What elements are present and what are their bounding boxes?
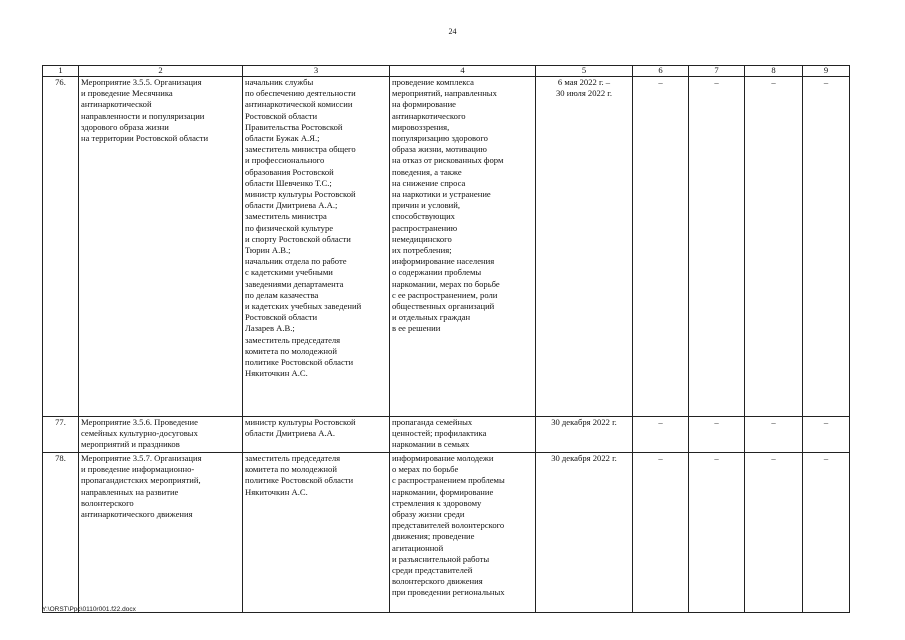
responsible-line: начальник отдела по работе	[245, 256, 347, 267]
responsible-line: образования Ростовской	[245, 166, 334, 177]
responsible-line: Правительства Ростовской	[245, 121, 343, 132]
column-header: 6	[633, 66, 689, 77]
responsible-line: области Дмитриева А.А.;	[245, 200, 338, 211]
responsible-line: по обеспечению деятельности	[245, 88, 356, 99]
result-line: наркомании, формирование	[392, 486, 494, 497]
result-line: о содержании проблемы	[392, 267, 482, 278]
date-line: 30 декабря 2022 г.	[551, 417, 617, 427]
responsible-line: начальник службы	[245, 77, 314, 87]
table-row	[43, 417, 850, 453]
date-cell	[536, 417, 633, 453]
column-header: 8	[745, 66, 803, 77]
event-line: Мероприятие 3.5.7. Организация	[81, 453, 202, 463]
result-cell	[390, 417, 536, 453]
result-line: их потребления;	[392, 245, 452, 256]
result-line: пропаганда семейных	[392, 417, 473, 427]
result-line: агитационной	[392, 542, 444, 553]
result-cell	[390, 453, 536, 613]
result-line: и отдельных граждан	[392, 312, 471, 323]
row-number: 78.	[43, 453, 79, 613]
column-number-row	[43, 66, 850, 77]
column-header: 4	[390, 66, 536, 77]
event-cell	[79, 417, 243, 453]
responsible-line: комитета по молодежной	[245, 345, 337, 356]
result-line: движения; проведение	[392, 531, 475, 542]
event-line: и проведение Месячника	[81, 88, 173, 99]
result-line: с распространением проблемы	[392, 475, 505, 486]
row-number: 77.	[43, 417, 79, 453]
funding-cell: –	[803, 77, 850, 417]
responsible-line: Някиточкин А.С.	[245, 486, 308, 497]
responsible-line: Тюрин А.В.;	[245, 245, 291, 256]
event-line: мероприятий и праздников	[81, 439, 180, 450]
result-line: мировоззрения,	[392, 121, 450, 132]
responsible-line: Ростовской области	[245, 312, 318, 323]
page-number: 24	[448, 27, 457, 36]
responsible-cell	[243, 77, 390, 417]
result-line: среди представителей	[392, 565, 473, 576]
responsible-line: Някиточкин А.С.	[245, 368, 308, 379]
responsible-line: области Дмитриева А.А.	[245, 428, 335, 439]
responsible-line: и спорту Ростовской области	[245, 233, 351, 244]
table-row	[43, 77, 850, 417]
result-line: ценностей; профилактика	[392, 428, 487, 439]
event-cell	[79, 77, 243, 417]
event-line: Мероприятие 3.5.5. Организация	[81, 77, 202, 87]
result-line: способствующих	[392, 211, 455, 222]
funding-cell: –	[745, 453, 803, 613]
event-line: направленности и популяризации	[81, 110, 205, 121]
funding-cell: –	[745, 77, 803, 417]
responsible-line: области Бужак А.Я.;	[245, 133, 320, 144]
responsible-line: заместитель министра общего	[245, 144, 356, 155]
funding-cell: –	[689, 77, 745, 417]
responsible-line: Ростовской области	[245, 110, 318, 121]
result-line: информирование населения	[392, 256, 495, 267]
responsible-line: и кадетских учебных заведений	[245, 301, 362, 312]
event-line: здорового образа жизни	[81, 121, 169, 132]
result-line: общественных организаций	[392, 301, 495, 312]
table-row	[43, 453, 850, 613]
result-line: при проведении региональных	[392, 587, 505, 598]
date-cell	[536, 77, 633, 417]
result-line: информирование молодежи	[392, 453, 494, 463]
column-header: 5	[536, 66, 633, 77]
result-line: на отказ от рискованных форм	[392, 155, 504, 166]
column-header: 2	[79, 66, 243, 77]
result-line: поведения, а также	[392, 166, 462, 177]
responsible-line: с кадетскими учебными	[245, 267, 333, 278]
funding-cell: –	[633, 77, 689, 417]
funding-cell: –	[745, 417, 803, 453]
result-line: антинаркотического	[392, 110, 466, 121]
column-header: 1	[43, 66, 79, 77]
date-line: 30 июля 2022 г.	[556, 88, 612, 99]
responsible-line: по физической культуре	[245, 222, 334, 233]
funding-cell: –	[803, 453, 850, 613]
result-line: образу жизни среди	[392, 509, 465, 520]
responsible-cell	[243, 417, 390, 453]
result-line: распространению	[392, 222, 458, 233]
column-header: 3	[243, 66, 390, 77]
responsible-line: и профессионального	[245, 155, 325, 166]
result-cell	[390, 77, 536, 417]
measures-table	[42, 65, 850, 613]
event-line: и проведение информационно-	[81, 464, 195, 475]
row-number: 76.	[43, 77, 79, 417]
event-line: на территории Ростовской области	[81, 133, 209, 144]
result-line: и разъяснительной работы	[392, 553, 490, 564]
file-path-footer: Y:\ORST\Ppc\0110r001.f22.docx	[42, 606, 136, 613]
event-line: Мероприятие 3.5.6. Проведение	[81, 417, 198, 427]
responsible-line: по делам казачества	[245, 289, 319, 300]
responsible-line: министр культуры Ростовской	[245, 189, 356, 200]
responsible-line: области Шевченко Т.С.;	[245, 177, 332, 188]
result-line: на наркотики и устранение	[392, 189, 491, 200]
responsible-line: заместитель министра	[245, 211, 327, 222]
event-line: семейных культурно-досуговых	[81, 428, 198, 439]
result-line: с ее распространением, роли	[392, 289, 498, 300]
result-line: популяризацию здорового	[392, 133, 488, 144]
date-line: 30 декабря 2022 г.	[551, 453, 617, 463]
responsible-cell	[243, 453, 390, 613]
result-line: наркомании, мерах по борьбе	[392, 278, 500, 289]
event-line: антинаркотического движения	[81, 509, 193, 520]
funding-cell: –	[633, 453, 689, 613]
result-line: немедицинского	[392, 233, 452, 244]
result-line: о мерах по борьбе	[392, 464, 459, 475]
responsible-line: министр культуры Ростовской	[245, 417, 356, 427]
funding-cell: –	[803, 417, 850, 453]
event-line: пропагандистских мероприятий,	[81, 475, 201, 486]
result-line: наркомании в семьях	[392, 439, 470, 450]
event-line: антинаркотической	[81, 99, 152, 110]
date-line: 6 мая 2022 г. –	[557, 77, 611, 87]
responsible-line: политике Ростовской области	[245, 357, 354, 368]
result-line: мероприятий, направленных	[392, 88, 497, 99]
funding-cell: –	[633, 417, 689, 453]
result-line: стремления к здоровому	[392, 497, 482, 508]
responsible-line: Лазарев А.В.;	[245, 323, 295, 334]
event-cell	[79, 453, 243, 613]
responsible-line: заместитель председателя	[245, 334, 341, 345]
responsible-line: антинаркотической комиссии	[245, 99, 353, 110]
funding-cell: –	[689, 453, 745, 613]
result-line: представителей волонтерского	[392, 520, 505, 531]
event-line: волонтерского	[81, 497, 134, 508]
funding-cell: –	[689, 417, 745, 453]
result-line: волонтерского движения	[392, 576, 483, 587]
result-line: на снижение спроса	[392, 177, 466, 188]
result-line: в ее решении	[392, 323, 441, 334]
responsible-line: комитета по молодежной	[245, 464, 337, 475]
responsible-line: заведениями департамента	[245, 278, 344, 289]
result-line: причин и условий,	[392, 200, 461, 211]
responsible-line: политике Ростовской области	[245, 475, 354, 486]
event-line: направленных на развитие	[81, 486, 179, 497]
date-cell	[536, 453, 633, 613]
result-line: проведение комплекса	[392, 77, 474, 87]
result-line: образа жизни, мотивацию	[392, 144, 487, 155]
result-line: на формирование	[392, 99, 456, 110]
column-header: 7	[689, 66, 745, 77]
column-header: 9	[803, 66, 850, 77]
responsible-line: заместитель председателя	[245, 453, 341, 463]
